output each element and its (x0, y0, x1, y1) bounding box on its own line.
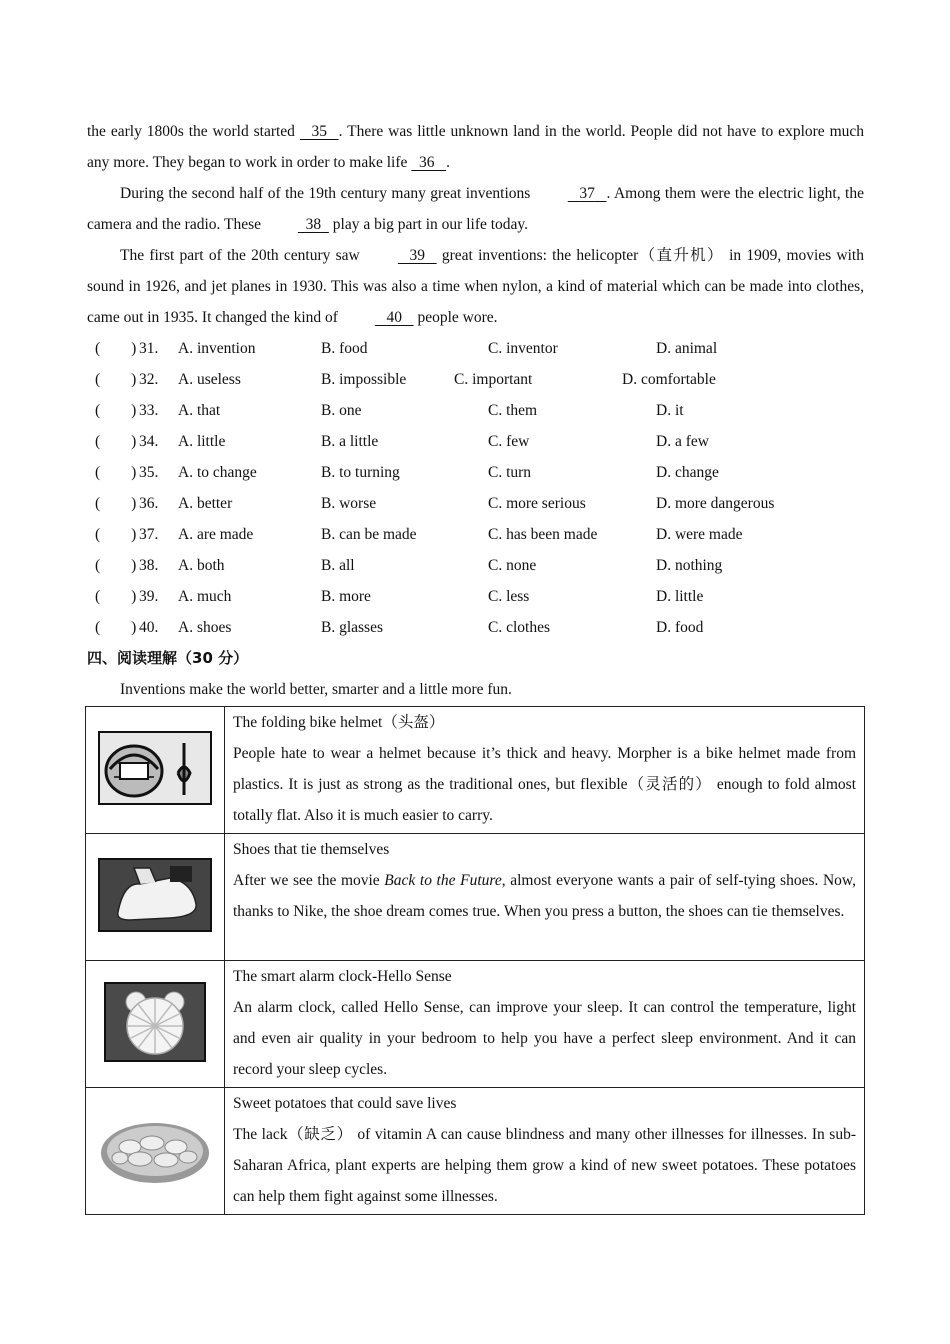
table-row (86, 707, 865, 834)
passage-text: play a big part in our life today. (328, 216, 529, 233)
answer-bracket[interactable]: ( ) (95, 495, 137, 512)
answer-bracket[interactable]: ( ) (95, 619, 137, 636)
question-number: 31. (139, 340, 159, 357)
answer-bracket[interactable]: ( ) (95, 557, 137, 574)
text-cell (225, 961, 865, 1088)
question-row (87, 488, 864, 519)
invention-body: People hate to wear a helmet because it’s thick and heavy. Morpher is a bike helmet made from plastics. It is just as strong as the traditional ones, but flexible（灵活的） enough to fold almost totally flat. Also it is much easier to carry. (233, 745, 856, 824)
table-row (86, 961, 865, 1088)
option-d: D. more dangerous (656, 495, 775, 512)
table-row (86, 1088, 865, 1215)
question-row (87, 550, 864, 581)
option-c: C. few (488, 433, 530, 450)
option-b: B. glasses (321, 619, 383, 636)
option-c: C. clothes (488, 619, 550, 636)
answer-bracket[interactable]: ( ) (95, 433, 137, 450)
alarm-clock-photo-icon (104, 982, 206, 1062)
invention-body: After we see the movie Back to the Future, almost everyone wants a pair of self-tying shoes. Now, thanks to Nike, the shoe dream comes true. When you press a button, the shoes can tie themselves. (233, 872, 856, 920)
passage-paragraph-1 (87, 116, 864, 178)
passage-text: the early 1800s the world started (87, 123, 300, 140)
text-cell (225, 1088, 865, 1215)
answer-bracket[interactable]: ( ) (95, 588, 137, 605)
option-d: D. comfortable (622, 371, 716, 388)
answer-bracket[interactable]: ( ) (95, 526, 137, 543)
question-list (87, 333, 864, 643)
table-row (86, 834, 865, 961)
option-b: B. impossible (321, 371, 407, 388)
option-d: D. nothing (656, 557, 723, 574)
invention-title: Shoes that tie themselves (233, 841, 390, 858)
question-number: 33. (139, 402, 159, 419)
image-cell (86, 1088, 225, 1215)
option-b: B. worse (321, 495, 377, 512)
option-b: B. to turning (321, 464, 400, 481)
passage-paragraph-3 (87, 240, 864, 333)
option-c: C. them (488, 402, 538, 419)
option-c: C. turn (488, 464, 532, 481)
question-row (87, 333, 864, 364)
blank-35: 35 (311, 123, 327, 140)
sweet-potatoes-photo-icon (100, 1113, 210, 1185)
option-d: D. it (656, 402, 684, 419)
question-row (87, 426, 864, 457)
option-a: A. shoes (178, 619, 232, 636)
passage-text: great inventions: the helicopter（直升机） in 1909, movies with sound in 1926, and jet planes in 1930. This was also a time when nylon, a kind of material which can be made into clothes, came out in 1935. It changed the kind of (87, 247, 864, 326)
option-c: C. none (488, 557, 537, 574)
question-number: 39. (139, 588, 159, 605)
image-cell (86, 961, 225, 1088)
passage-text: During the second half of the 19th century many great inventions (120, 185, 535, 202)
answer-bracket[interactable]: ( ) (95, 402, 137, 419)
passage-text: . There was little unknown land in the world. People did not have to explore much any more. They began to work in order to make life (87, 123, 865, 171)
passage-text: . Among them were the electric light, the camera and the radio. These (87, 185, 864, 233)
invention-title: The folding bike helmet（头盔） (233, 714, 445, 731)
option-b: B. food (321, 340, 368, 357)
option-d: D. a few (656, 433, 709, 450)
option-d: D. change (656, 464, 719, 481)
option-c: C. inventor (488, 340, 558, 357)
option-a: A. that (178, 402, 221, 419)
movie-title: Back to the Future (384, 872, 502, 889)
question-row (87, 581, 864, 612)
section-intro: Inventions make the world better, smarter and a little more fun. (120, 681, 512, 698)
option-b: B. all (321, 557, 355, 574)
option-d: D. little (656, 588, 704, 605)
answer-bracket[interactable]: ( ) (95, 371, 137, 388)
option-a: A. useless (178, 371, 241, 388)
option-a: A. both (178, 557, 225, 574)
question-row (87, 364, 864, 395)
question-number: 34. (139, 433, 159, 450)
blank-38: 38 (305, 216, 322, 233)
option-c: C. less (488, 588, 530, 605)
option-d: D. animal (656, 340, 718, 357)
question-number: 35. (139, 464, 159, 481)
question-row (87, 457, 864, 488)
document-page (87, 116, 864, 705)
option-a: A. better (178, 495, 233, 512)
option-b: B. more (321, 588, 371, 605)
option-c: C. has been made (488, 526, 598, 543)
invention-title: The smart alarm clock-Hello Sense (233, 968, 452, 985)
option-a: A. much (178, 588, 232, 605)
invention-body: An alarm clock, called Hello Sense, can improve your sleep. It can control the temperature, light and even air quality in your bedroom to help you have a perfect sleep environment. And it can record your sleep cycles. (233, 999, 856, 1078)
option-a: A. are made (178, 526, 254, 543)
option-d: D. were made (656, 526, 743, 543)
bike-helmet-photo-icon (98, 731, 212, 805)
option-b: B. a little (321, 433, 379, 450)
question-number: 38. (139, 557, 159, 574)
passage-text: . (446, 154, 451, 171)
option-a: A. little (178, 433, 226, 450)
question-number: 40. (139, 619, 159, 636)
option-c: C. more serious (488, 495, 586, 512)
question-number: 37. (139, 526, 159, 543)
question-number: 36. (139, 495, 159, 512)
option-a: A. to change (178, 464, 257, 481)
invention-title: Sweet potatoes that could save lives (233, 1095, 457, 1112)
option-d: D. food (656, 619, 704, 636)
option-b: B. can be made (321, 526, 417, 543)
text-cell (225, 834, 865, 961)
blank-36: 36 (419, 154, 435, 171)
text-cell (225, 707, 865, 834)
question-row (87, 519, 864, 550)
answer-bracket[interactable]: ( ) (95, 464, 137, 481)
blank-40: 40 (386, 309, 402, 326)
inventions-table (85, 706, 865, 1215)
option-b: B. one (321, 402, 362, 419)
section-title: 四、阅读理解（30 分） (87, 649, 249, 667)
blank-39: 39 (409, 247, 426, 264)
passage-text: The first part of the 20th century saw (120, 247, 365, 264)
image-cell (86, 834, 225, 961)
passage-paragraph-2 (87, 178, 864, 240)
question-row (87, 395, 864, 426)
option-c: C. important (454, 371, 533, 388)
blank-37: 37 (579, 185, 595, 202)
image-cell (86, 707, 225, 834)
question-row (87, 612, 864, 643)
question-number: 32. (139, 371, 159, 388)
option-a: A. invention (178, 340, 256, 357)
passage-text: people wore. (413, 309, 498, 326)
invention-body: The lack（缺乏） of vitamin A can cause blindness and many other illnesses for illnesses. In sub-Saharan Africa, plant experts are helping them grow a kind of new sweet potatoes. These potatoes can help them fight against some illnesses. (233, 1126, 856, 1205)
answer-bracket[interactable]: ( ) (95, 340, 137, 357)
self-tying-shoe-photo-icon (98, 858, 212, 932)
